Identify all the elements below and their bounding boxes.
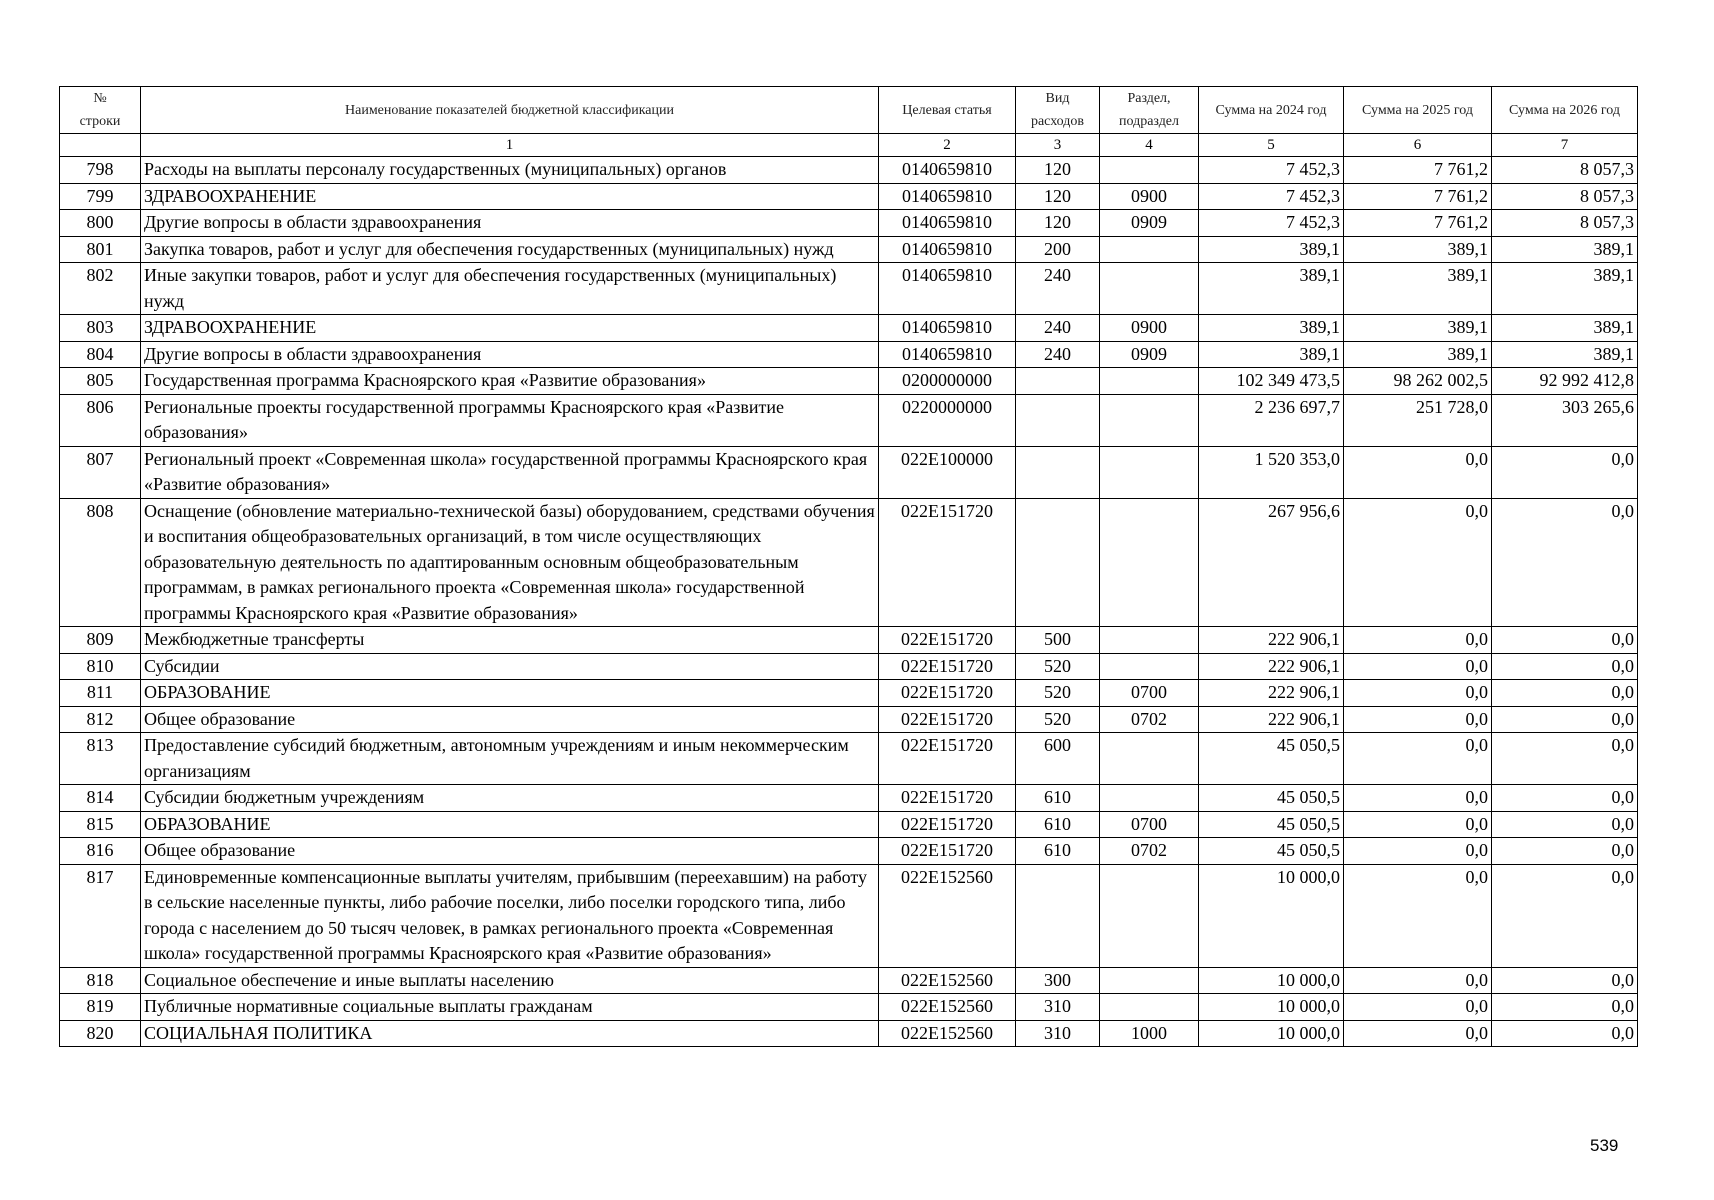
row-target-article: 0140659810 xyxy=(879,183,1016,210)
row-number: 814 xyxy=(60,785,141,812)
row-name: Закупка товаров, работ и услуг для обеспечения государственных (муниципальных) нужд xyxy=(141,236,879,263)
header-row xyxy=(60,87,1638,134)
table-row xyxy=(60,994,1638,1021)
row-sum-2026: 0,0 xyxy=(1492,785,1638,812)
page-number: 539 xyxy=(1590,1136,1619,1155)
row-sum-2024: 7 452,3 xyxy=(1199,210,1344,237)
column-number: 4 xyxy=(1100,134,1199,157)
row-sum-2024: 45 050,5 xyxy=(1199,785,1344,812)
row-sum-2026: 0,0 xyxy=(1492,627,1638,654)
row-target-article: 022E151720 xyxy=(879,733,1016,785)
table-row xyxy=(60,210,1638,237)
header-expense-kind: Вид расходов xyxy=(1016,87,1100,134)
header-sum-2026: Сумма на 2026 год xyxy=(1492,87,1638,134)
row-sum-2024: 7 452,3 xyxy=(1199,157,1344,184)
table-row xyxy=(60,341,1638,368)
row-number: 808 xyxy=(60,498,141,627)
row-section: 0700 xyxy=(1100,680,1199,707)
row-name: Единовременные компенсационные выплаты учителям, прибывшим (переехавшим) на работу в сельские населенные пункты, либо рабочие поселки, либо поселки городского типа, либо города с населением до 50 тысяч человек, в рамках регионального проекта «Современная школа» государственной программы Красноярского края «Развитие образования» xyxy=(141,864,879,967)
row-sum-2026: 0,0 xyxy=(1492,733,1638,785)
row-sum-2024: 10 000,0 xyxy=(1199,1020,1344,1047)
column-number xyxy=(60,134,141,157)
table-row xyxy=(60,183,1638,210)
row-section: 0702 xyxy=(1100,706,1199,733)
row-section xyxy=(1100,368,1199,395)
row-sum-2026: 0,0 xyxy=(1492,838,1638,865)
row-section xyxy=(1100,733,1199,785)
row-name: Другие вопросы в области здравоохранения xyxy=(141,341,879,368)
row-expense-kind xyxy=(1016,446,1100,498)
table-row xyxy=(60,315,1638,342)
row-sum-2026: 389,1 xyxy=(1492,236,1638,263)
row-expense-kind xyxy=(1016,368,1100,395)
row-expense-kind: 610 xyxy=(1016,838,1100,865)
column-number: 6 xyxy=(1344,134,1492,157)
row-name: Социальное обеспечение и иные выплаты населению xyxy=(141,967,879,994)
row-sum-2025: 0,0 xyxy=(1344,680,1492,707)
header-sum-2025: Сумма на 2025 год xyxy=(1344,87,1492,134)
row-number: 805 xyxy=(60,368,141,395)
row-section xyxy=(1100,394,1199,446)
row-sum-2026: 389,1 xyxy=(1492,315,1638,342)
row-section: 0900 xyxy=(1100,183,1199,210)
table-row xyxy=(60,368,1638,395)
row-sum-2025: 0,0 xyxy=(1344,733,1492,785)
row-target-article: 0140659810 xyxy=(879,157,1016,184)
row-number: 813 xyxy=(60,733,141,785)
row-sum-2024: 1 520 353,0 xyxy=(1199,446,1344,498)
row-name: Региональные проекты государственной программы Красноярского края «Развитие образования» xyxy=(141,394,879,446)
row-name: Расходы на выплаты персоналу государственных (муниципальных) органов xyxy=(141,157,879,184)
row-number: 802 xyxy=(60,263,141,315)
row-section: 0700 xyxy=(1100,811,1199,838)
row-name: Предоставление субсидий бюджетным, автономным учреждениям и иным некоммерческим организациям xyxy=(141,733,879,785)
row-sum-2024: 389,1 xyxy=(1199,236,1344,263)
row-section xyxy=(1100,263,1199,315)
row-section: 0702 xyxy=(1100,838,1199,865)
column-number: 5 xyxy=(1199,134,1344,157)
row-name: Государственная программа Красноярского края «Развитие образования» xyxy=(141,368,879,395)
row-sum-2024: 222 906,1 xyxy=(1199,627,1344,654)
row-expense-kind xyxy=(1016,498,1100,627)
row-sum-2024: 222 906,1 xyxy=(1199,680,1344,707)
header-row-number: № строки xyxy=(60,87,141,134)
row-number: 800 xyxy=(60,210,141,237)
row-name: ЗДРАВООХРАНЕНИЕ xyxy=(141,315,879,342)
table-row xyxy=(60,236,1638,263)
row-target-article: 0220000000 xyxy=(879,394,1016,446)
table-row xyxy=(60,733,1638,785)
row-sum-2024: 7 452,3 xyxy=(1199,183,1344,210)
row-sum-2024: 2 236 697,7 xyxy=(1199,394,1344,446)
row-expense-kind: 200 xyxy=(1016,236,1100,263)
row-sum-2024: 10 000,0 xyxy=(1199,967,1344,994)
row-expense-kind: 520 xyxy=(1016,653,1100,680)
header-section: Раздел, подраздел xyxy=(1100,87,1199,134)
row-sum-2026: 8 057,3 xyxy=(1492,210,1638,237)
table-row xyxy=(60,627,1638,654)
row-sum-2025: 389,1 xyxy=(1344,236,1492,263)
row-sum-2026: 8 057,3 xyxy=(1492,157,1638,184)
row-sum-2024: 222 906,1 xyxy=(1199,653,1344,680)
row-sum-2025: 251 728,0 xyxy=(1344,394,1492,446)
row-expense-kind: 600 xyxy=(1016,733,1100,785)
table-row xyxy=(60,967,1638,994)
row-name: Общее образование xyxy=(141,838,879,865)
row-number: 806 xyxy=(60,394,141,446)
row-expense-kind xyxy=(1016,394,1100,446)
row-sum-2024: 267 956,6 xyxy=(1199,498,1344,627)
row-sum-2026: 0,0 xyxy=(1492,1020,1638,1047)
table-row xyxy=(60,498,1638,627)
row-target-article: 022E152560 xyxy=(879,1020,1016,1047)
row-number: 809 xyxy=(60,627,141,654)
row-sum-2025: 0,0 xyxy=(1344,785,1492,812)
row-sum-2025: 0,0 xyxy=(1344,653,1492,680)
row-section xyxy=(1100,967,1199,994)
row-number: 798 xyxy=(60,157,141,184)
column-number: 1 xyxy=(141,134,879,157)
row-expense-kind: 240 xyxy=(1016,263,1100,315)
row-name: Иные закупки товаров, работ и услуг для обеспечения государственных (муниципальных) нужд xyxy=(141,263,879,315)
row-target-article: 0140659810 xyxy=(879,341,1016,368)
row-sum-2026: 0,0 xyxy=(1492,653,1638,680)
row-section xyxy=(1100,994,1199,1021)
row-section xyxy=(1100,236,1199,263)
row-sum-2024: 45 050,5 xyxy=(1199,733,1344,785)
row-sum-2024: 222 906,1 xyxy=(1199,706,1344,733)
table-body xyxy=(60,157,1638,1047)
row-target-article: 022E100000 xyxy=(879,446,1016,498)
table-row xyxy=(60,838,1638,865)
column-number: 2 xyxy=(879,134,1016,157)
row-name: ОБРАЗОВАНИЕ xyxy=(141,811,879,838)
row-number: 812 xyxy=(60,706,141,733)
row-target-article: 022E151720 xyxy=(879,838,1016,865)
row-sum-2026: 303 265,6 xyxy=(1492,394,1638,446)
row-expense-kind: 310 xyxy=(1016,1020,1100,1047)
table-row xyxy=(60,811,1638,838)
row-sum-2024: 10 000,0 xyxy=(1199,994,1344,1021)
row-sum-2025: 0,0 xyxy=(1344,1020,1492,1047)
row-name: Субсидии xyxy=(141,653,879,680)
row-target-article: 0200000000 xyxy=(879,368,1016,395)
row-expense-kind: 240 xyxy=(1016,341,1100,368)
row-sum-2025: 0,0 xyxy=(1344,994,1492,1021)
row-target-article: 022E152560 xyxy=(879,864,1016,967)
row-sum-2026: 0,0 xyxy=(1492,706,1638,733)
row-sum-2024: 389,1 xyxy=(1199,263,1344,315)
row-sum-2025: 0,0 xyxy=(1344,864,1492,967)
row-target-article: 0140659810 xyxy=(879,236,1016,263)
row-section xyxy=(1100,653,1199,680)
row-sum-2025: 0,0 xyxy=(1344,838,1492,865)
row-number: 819 xyxy=(60,994,141,1021)
column-number: 3 xyxy=(1016,134,1100,157)
row-name: Публичные нормативные социальные выплаты гражданам xyxy=(141,994,879,1021)
row-number: 803 xyxy=(60,315,141,342)
row-target-article: 022E152560 xyxy=(879,967,1016,994)
row-expense-kind: 120 xyxy=(1016,210,1100,237)
column-numbers-row xyxy=(60,134,1638,157)
row-target-article: 0140659810 xyxy=(879,210,1016,237)
row-sum-2026: 92 992 412,8 xyxy=(1492,368,1638,395)
row-target-article: 022E151720 xyxy=(879,706,1016,733)
row-name: Межбюджетные трансферты xyxy=(141,627,879,654)
row-sum-2026: 0,0 xyxy=(1492,994,1638,1021)
row-target-article: 022E151720 xyxy=(879,498,1016,627)
row-expense-kind: 300 xyxy=(1016,967,1100,994)
row-sum-2024: 10 000,0 xyxy=(1199,864,1344,967)
table-row xyxy=(60,157,1638,184)
table-row xyxy=(60,785,1638,812)
row-expense-kind: 610 xyxy=(1016,785,1100,812)
row-expense-kind: 120 xyxy=(1016,157,1100,184)
row-sum-2026: 0,0 xyxy=(1492,967,1638,994)
table-row xyxy=(60,653,1638,680)
row-sum-2024: 102 349 473,5 xyxy=(1199,368,1344,395)
table-row xyxy=(60,864,1638,967)
row-name: Оснащение (обновление материально-технической базы) оборудованием, средствами обучения и воспитания общеобразовательных организаций, в том числе осуществляющих образовательную деятельность по адаптированным основным общеобразовательным программам, в рамках регионального проекта «Современная школа» государственной программы Красноярского края «Развитие образования» xyxy=(141,498,879,627)
row-sum-2024: 389,1 xyxy=(1199,315,1344,342)
row-target-article: 022E151720 xyxy=(879,785,1016,812)
table-row xyxy=(60,446,1638,498)
row-expense-kind: 610 xyxy=(1016,811,1100,838)
row-number: 801 xyxy=(60,236,141,263)
row-section xyxy=(1100,498,1199,627)
row-sum-2026: 389,1 xyxy=(1492,341,1638,368)
row-expense-kind: 120 xyxy=(1016,183,1100,210)
table-row xyxy=(60,394,1638,446)
row-number: 810 xyxy=(60,653,141,680)
table-row xyxy=(60,680,1638,707)
budget-table xyxy=(59,86,1638,1047)
row-sum-2025: 7 761,2 xyxy=(1344,183,1492,210)
row-name: СОЦИАЛЬНАЯ ПОЛИТИКА xyxy=(141,1020,879,1047)
row-expense-kind: 240 xyxy=(1016,315,1100,342)
row-expense-kind: 310 xyxy=(1016,994,1100,1021)
row-section: 0909 xyxy=(1100,341,1199,368)
row-target-article: 022E152560 xyxy=(879,994,1016,1021)
row-sum-2025: 7 761,2 xyxy=(1344,210,1492,237)
row-target-article: 022E151720 xyxy=(879,627,1016,654)
row-target-article: 022E151720 xyxy=(879,811,1016,838)
row-target-article: 0140659810 xyxy=(879,263,1016,315)
row-number: 799 xyxy=(60,183,141,210)
row-sum-2026: 0,0 xyxy=(1492,811,1638,838)
row-expense-kind xyxy=(1016,864,1100,967)
row-number: 820 xyxy=(60,1020,141,1047)
row-expense-kind: 520 xyxy=(1016,706,1100,733)
row-section: 1000 xyxy=(1100,1020,1199,1047)
row-sum-2024: 389,1 xyxy=(1199,341,1344,368)
header-target-article: Целевая статья xyxy=(879,87,1016,134)
row-number: 807 xyxy=(60,446,141,498)
row-sum-2025: 0,0 xyxy=(1344,627,1492,654)
row-section xyxy=(1100,864,1199,967)
row-section xyxy=(1100,785,1199,812)
row-sum-2025: 0,0 xyxy=(1344,498,1492,627)
row-name: Субсидии бюджетным учреждениям xyxy=(141,785,879,812)
row-expense-kind: 500 xyxy=(1016,627,1100,654)
row-sum-2026: 0,0 xyxy=(1492,446,1638,498)
row-number: 817 xyxy=(60,864,141,967)
row-sum-2025: 98 262 002,5 xyxy=(1344,368,1492,395)
column-number: 7 xyxy=(1492,134,1638,157)
row-sum-2025: 0,0 xyxy=(1344,706,1492,733)
row-sum-2026: 389,1 xyxy=(1492,263,1638,315)
row-target-article: 022E151720 xyxy=(879,680,1016,707)
row-sum-2025: 0,0 xyxy=(1344,446,1492,498)
row-section xyxy=(1100,157,1199,184)
table-row xyxy=(60,1020,1638,1047)
row-sum-2024: 45 050,5 xyxy=(1199,838,1344,865)
table-row xyxy=(60,263,1638,315)
table-row xyxy=(60,706,1638,733)
row-target-article: 022E151720 xyxy=(879,653,1016,680)
row-name: ЗДРАВООХРАНЕНИЕ xyxy=(141,183,879,210)
row-section xyxy=(1100,446,1199,498)
row-sum-2024: 45 050,5 xyxy=(1199,811,1344,838)
row-name: Общее образование xyxy=(141,706,879,733)
header-sum-2024: Сумма на 2024 год xyxy=(1199,87,1344,134)
row-section: 0909 xyxy=(1100,210,1199,237)
row-number: 816 xyxy=(60,838,141,865)
row-sum-2025: 7 761,2 xyxy=(1344,157,1492,184)
row-number: 804 xyxy=(60,341,141,368)
row-sum-2025: 0,0 xyxy=(1344,811,1492,838)
row-sum-2026: 0,0 xyxy=(1492,680,1638,707)
row-expense-kind: 520 xyxy=(1016,680,1100,707)
row-section: 0900 xyxy=(1100,315,1199,342)
row-name: Другие вопросы в области здравоохранения xyxy=(141,210,879,237)
row-sum-2025: 389,1 xyxy=(1344,263,1492,315)
header-name: Наименование показателей бюджетной классификации xyxy=(141,87,879,134)
row-section xyxy=(1100,627,1199,654)
row-target-article: 0140659810 xyxy=(879,315,1016,342)
row-number: 815 xyxy=(60,811,141,838)
row-sum-2026: 8 057,3 xyxy=(1492,183,1638,210)
row-name: Региональный проект «Современная школа» государственной программы Красноярского края «Развитие образования» xyxy=(141,446,879,498)
row-sum-2025: 389,1 xyxy=(1344,315,1492,342)
row-number: 818 xyxy=(60,967,141,994)
row-sum-2026: 0,0 xyxy=(1492,498,1638,627)
row-sum-2025: 389,1 xyxy=(1344,341,1492,368)
row-sum-2026: 0,0 xyxy=(1492,864,1638,967)
row-sum-2025: 0,0 xyxy=(1344,967,1492,994)
row-number: 811 xyxy=(60,680,141,707)
row-name: ОБРАЗОВАНИЕ xyxy=(141,680,879,707)
